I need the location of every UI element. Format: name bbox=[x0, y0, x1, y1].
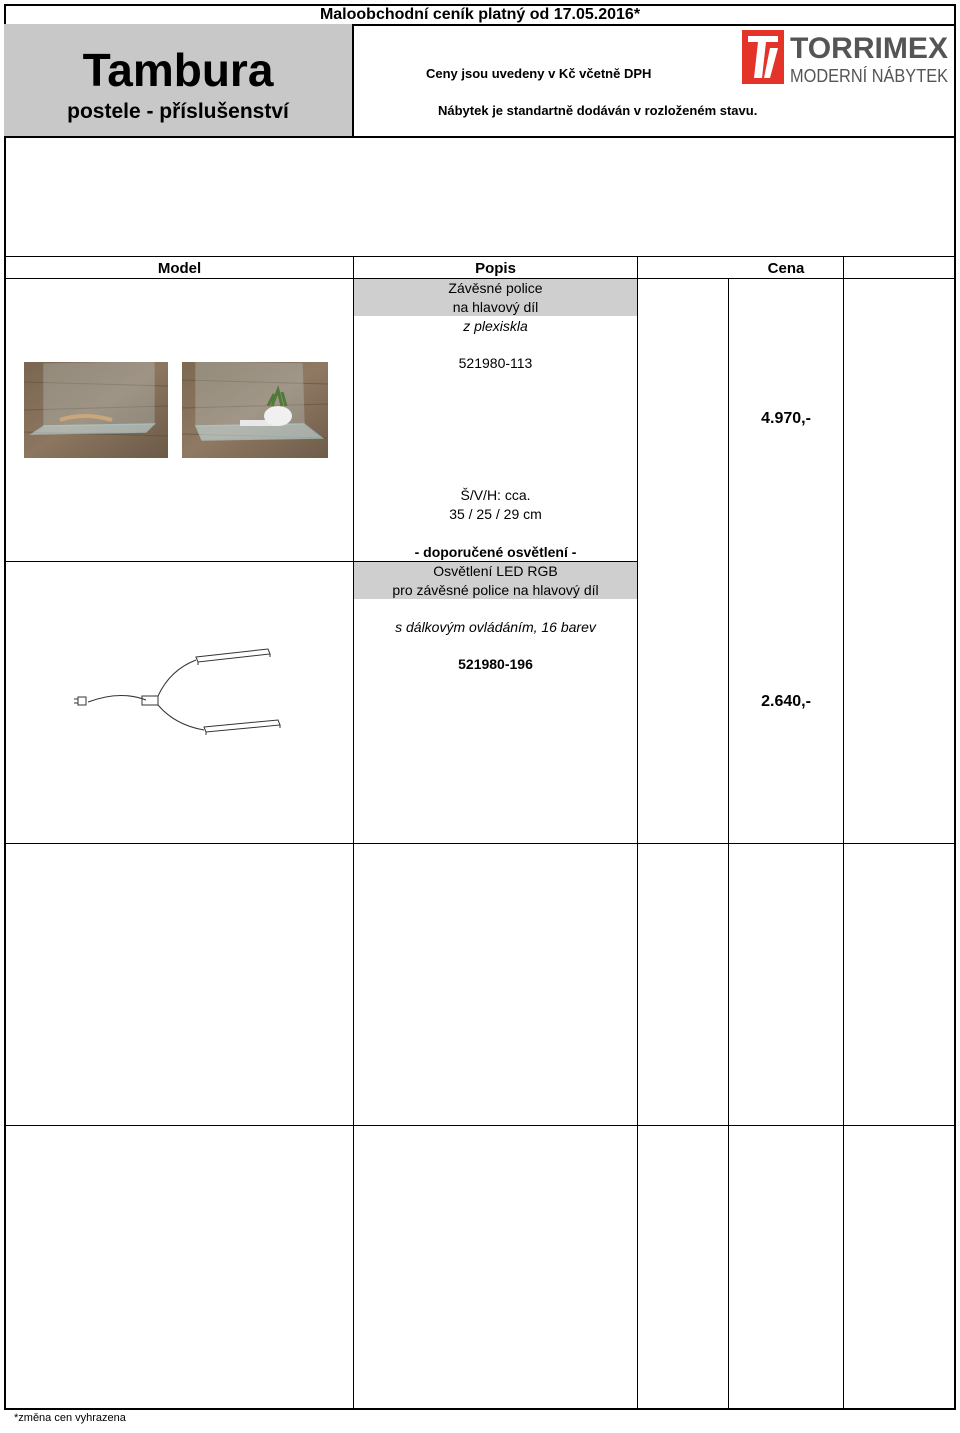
row2-code: 521980-196 bbox=[458, 656, 533, 672]
price-note: Ceny jsou uvedeny v Kč včetně DPH bbox=[426, 66, 652, 81]
brand-name: Tambura bbox=[82, 44, 274, 96]
col-divider-price-left bbox=[728, 278, 729, 1408]
footer-note: *změna cen vyhrazena bbox=[14, 1412, 126, 1424]
row2-price: 2.640,- bbox=[761, 693, 811, 710]
column-header-model: Model bbox=[157, 260, 202, 277]
row1-name-block bbox=[354, 279, 637, 316]
row2-name-line2: pro závěsné police na hlavový díl bbox=[392, 582, 599, 598]
logo-tagline: MODERNÍ NÁBYTEK bbox=[790, 66, 948, 86]
torrimex-logo bbox=[740, 28, 950, 88]
row1-material: z plexiskla bbox=[463, 318, 528, 334]
row1-dims: 35 / 25 / 29 cm bbox=[449, 506, 542, 522]
column-header-description: Popis bbox=[475, 260, 516, 277]
led-light-image bbox=[70, 640, 290, 750]
row1-code: 521980-113 bbox=[458, 355, 533, 371]
shelf-image-2 bbox=[182, 362, 328, 458]
logo-wordmark: TORRIMEX bbox=[790, 32, 948, 65]
assembly-note: Nábytek je standartně dodáván v rozloženém stavu. bbox=[438, 103, 758, 118]
shelf-image-1 bbox=[24, 362, 168, 458]
torrimex-logo-mark bbox=[740, 28, 950, 88]
row2-name-block bbox=[354, 562, 637, 599]
row1-name-line1: Závěsné police bbox=[448, 280, 543, 296]
row1-name-line2: na hlavový díl bbox=[452, 299, 539, 315]
row2-material: s dálkovým ovládáním, 16 barev bbox=[395, 619, 596, 635]
row1-price: 4.970,- bbox=[761, 410, 811, 427]
row3-divider bbox=[6, 1125, 954, 1126]
col-divider-desc bbox=[637, 256, 638, 1408]
column-header-price: Cena bbox=[767, 260, 805, 277]
brand-box bbox=[4, 24, 354, 138]
col-divider-price-right bbox=[843, 256, 844, 1408]
brand-subtitle: postele - příslušenství bbox=[67, 100, 289, 123]
row2-name-line1: Osvětlení LED RGB bbox=[433, 563, 558, 579]
col-divider-model bbox=[353, 256, 354, 1408]
price-list-title: Maloobchodní ceník platný od 17.05.2016* bbox=[4, 4, 956, 26]
row2-recommended: - doporučené osvětlení - bbox=[414, 544, 577, 560]
row2-divider bbox=[6, 843, 954, 844]
row1-dims-label: Š/V/H: cca. bbox=[460, 487, 531, 503]
